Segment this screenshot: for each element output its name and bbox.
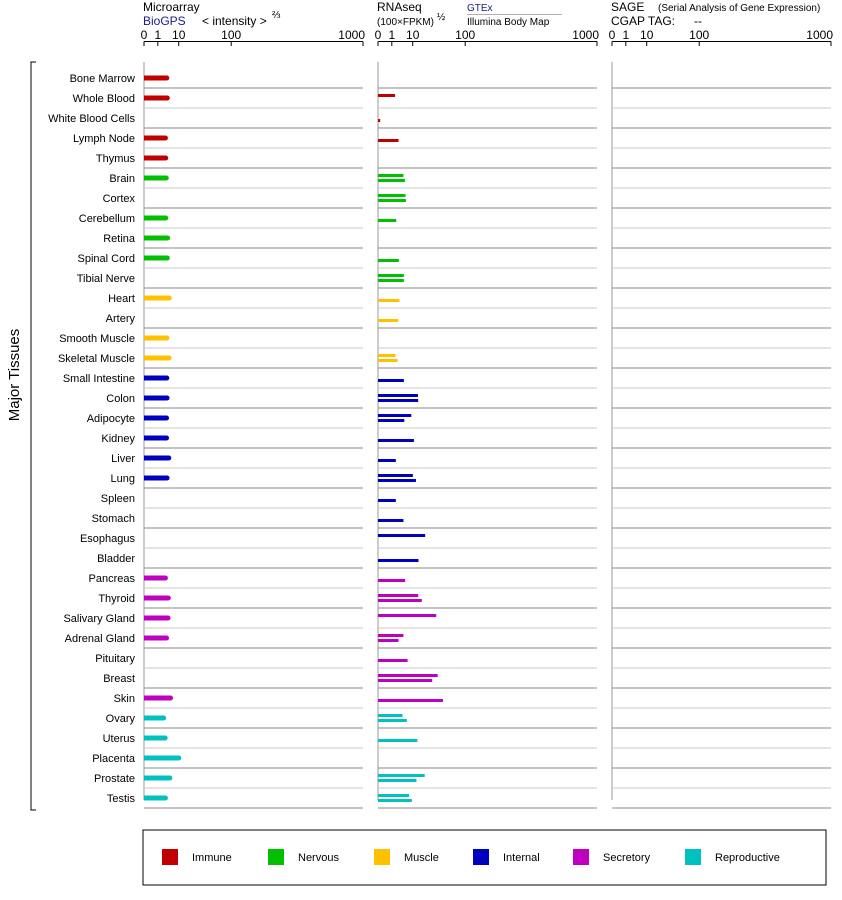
illumina-bar — [378, 699, 443, 702]
microarray-bar — [144, 716, 164, 721]
tissue-label: White Blood Cells — [48, 113, 135, 125]
illumina-bar — [378, 179, 405, 182]
microarray-bar-cap — [166, 596, 171, 601]
gtex-bar — [378, 774, 425, 777]
x-tick-label: 1 — [622, 28, 630, 42]
illumina-bar — [378, 739, 417, 742]
microarray-bar-cap — [164, 436, 169, 441]
x-tick-label: 0 — [608, 28, 616, 42]
gtex-bar — [378, 394, 418, 397]
illumina-bar — [378, 319, 398, 322]
x-tick-label: 1 — [154, 28, 162, 42]
microarray-bar — [144, 736, 165, 741]
legend-swatch — [685, 849, 701, 865]
microarray-bar-cap — [164, 336, 169, 341]
tissue-label: Whole Blood — [72, 93, 135, 105]
tissue-label: Colon — [106, 393, 135, 405]
gtex-bar — [378, 594, 418, 597]
x-tick-label: 1000 — [806, 28, 833, 42]
legend-label: Reproductive — [715, 852, 780, 864]
rnaseq-unit: (100×FPKM) — [377, 17, 434, 28]
illumina-bar — [378, 419, 404, 422]
microarray-bar-cap — [164, 176, 169, 181]
microarray-title: Microarray — [143, 0, 200, 14]
tissue-label: Bladder — [97, 553, 135, 565]
microarray-bar-cap — [166, 356, 171, 361]
microarray-bar — [144, 236, 168, 241]
legend-swatch — [162, 849, 178, 865]
tissue-label: Smooth Muscle — [59, 333, 135, 345]
y-axis-label: Major Tissues — [6, 328, 23, 422]
gtex-bar — [378, 274, 404, 277]
microarray-bar-cap — [163, 216, 168, 221]
tissue-label: Liver — [111, 453, 135, 465]
tissue-label: Artery — [105, 313, 135, 325]
illumina-bar — [378, 679, 432, 682]
microarray-bar-cap — [167, 776, 172, 781]
tissue-label: Cerebellum — [78, 213, 135, 225]
microarray-bar — [144, 296, 169, 301]
tissue-label: Tibial Nerve — [76, 273, 135, 285]
sage-header — [611, 0, 820, 28]
legend-label: Immune — [192, 852, 232, 864]
tissue-label: Spinal Cord — [77, 253, 135, 265]
illumina-bar — [378, 139, 399, 142]
x-axes — [141, 28, 834, 800]
microarray-header — [143, 0, 281, 28]
microarray-bar — [144, 376, 167, 381]
tissue-label: Adipocyte — [86, 413, 135, 425]
microarray-bar-cap — [164, 636, 169, 641]
microarray-bar — [144, 756, 179, 761]
microarray-bar — [144, 596, 168, 601]
illumina-bar — [378, 399, 418, 402]
illumina-bar — [378, 299, 399, 302]
illumina-bar — [378, 799, 412, 802]
microarray-bar-cap — [163, 736, 168, 741]
tissue-label: Thyroid — [98, 593, 135, 605]
gtex-bar — [378, 614, 436, 617]
x-tick-label: 10 — [640, 28, 654, 42]
bars — [144, 76, 443, 803]
tissue-label: Skin — [113, 693, 135, 705]
illumina-bar — [378, 279, 404, 282]
gtex-bar — [378, 174, 403, 177]
microarray-bar-cap — [164, 416, 169, 421]
illumina-bar — [378, 199, 406, 202]
legend-label: Nervous — [298, 852, 339, 864]
tissue-label: Kidney — [101, 433, 135, 445]
illumina-bar — [378, 479, 416, 482]
microarray-bar-cap — [163, 156, 168, 161]
legend-swatch — [374, 849, 390, 865]
y-axis-bracket — [31, 62, 36, 810]
tissue-label: Pituitary — [95, 653, 135, 665]
microarray-bar-cap — [165, 236, 170, 241]
illumina-bar — [378, 599, 422, 602]
gtex-bar — [378, 634, 403, 637]
gtex-bar — [378, 474, 413, 477]
illumina-bar — [378, 439, 414, 442]
illumina-bar — [378, 559, 418, 562]
legend-swatch — [573, 849, 589, 865]
tissue-label: Ovary — [105, 713, 135, 725]
gtex-bar — [378, 414, 411, 417]
gtex-bar — [378, 354, 395, 357]
x-tick-label: 10 — [172, 28, 186, 42]
gtex-bar — [378, 674, 438, 677]
tissue-label: Spleen — [100, 493, 135, 505]
x-tick-label: 100 — [689, 28, 710, 42]
microarray-bar — [144, 76, 167, 81]
microarray-bar — [144, 796, 165, 801]
microarray-bar-cap — [167, 296, 172, 301]
microarray-bar — [144, 696, 171, 701]
tissue-label: Breast — [103, 673, 135, 685]
gtex-bar — [378, 794, 409, 797]
microarray-bar-cap — [164, 376, 169, 381]
microarray-bar — [144, 336, 167, 341]
illumina-bar — [378, 639, 399, 642]
gtex-source: GTEx — [467, 3, 493, 14]
rnaseq-unit-exponent: ½ — [437, 12, 446, 23]
tissue-label: Stomach — [91, 513, 135, 525]
illumina-bar — [378, 579, 405, 582]
x-tick-label: 1000 — [572, 28, 599, 42]
microarray-bar-cap — [164, 76, 169, 81]
tissue-label: Adrenal Gland — [64, 633, 135, 645]
microarray-bar — [144, 436, 167, 441]
tissue-label: Placenta — [92, 753, 135, 765]
microarray-bar-cap — [161, 716, 166, 721]
x-tick-label: 100 — [221, 28, 242, 42]
microarray-bar — [144, 216, 166, 221]
illumina-bar — [378, 779, 416, 782]
tissue-label: Small Intestine — [62, 373, 135, 385]
illumina-bar — [378, 379, 404, 382]
tissue-label: Testis — [106, 793, 135, 805]
microarray-unit-exponent: ⅔ — [272, 10, 281, 21]
microarray-unit: < intensity > — [202, 14, 267, 28]
tissue-label: Salivary Gland — [63, 613, 135, 625]
tissue-label: Heart — [108, 293, 135, 305]
tissue-label: Retina — [103, 233, 135, 245]
microarray-bar-cap — [166, 456, 171, 461]
microarray-bar — [144, 616, 168, 621]
gtex-bar — [378, 194, 406, 197]
illumina-bar — [378, 519, 403, 522]
microarray-bar-cap — [168, 696, 173, 701]
legend-label: Muscle — [404, 852, 439, 864]
microarray-bar — [144, 416, 167, 421]
x-tick-label: 100 — [455, 28, 476, 42]
microarray-bar — [144, 156, 166, 161]
microarray-bar — [144, 356, 169, 361]
tissue-label: Lymph Node — [73, 133, 135, 145]
microarray-bar-cap — [165, 396, 170, 401]
microarray-bar-cap — [163, 576, 168, 581]
tissue-label: Prostate — [94, 773, 135, 785]
tissue-label: Pancreas — [88, 573, 135, 585]
microarray-bar — [144, 176, 166, 181]
tissue-label: Brain — [109, 173, 135, 185]
illumina-bar — [378, 359, 398, 362]
x-tick-label: 10 — [406, 28, 420, 42]
microarray-bar — [144, 256, 167, 261]
legend-label: Internal — [503, 852, 540, 864]
sage-title: SAGE — [611, 0, 645, 14]
row-gridlines — [144, 88, 831, 808]
microarray-bar — [144, 96, 167, 101]
illumina-bar — [378, 659, 408, 662]
illumina-source: Illumina Body Map — [467, 17, 550, 28]
microarray-bar-cap — [166, 616, 171, 621]
microarray-bar — [144, 636, 167, 641]
microarray-bar — [144, 396, 167, 401]
x-tick-label: 0 — [140, 28, 148, 42]
cgap-tag-value: -- — [694, 14, 702, 28]
sage-subtitle: (Serial Analysis of Gene Expression) — [658, 3, 821, 14]
cgap-tag-label: CGAP TAG: — [611, 14, 676, 28]
gtex-bar — [378, 94, 395, 97]
gtex-bar — [378, 534, 425, 537]
tissue-label: Thymus — [95, 153, 135, 165]
tissue-label: Lung — [110, 473, 135, 485]
tissue-labels — [48, 73, 136, 805]
microarray-bar — [144, 576, 165, 581]
rnaseq-title: RNAseq — [377, 0, 422, 14]
gtex-bar — [378, 714, 403, 717]
x-tick-label: 1000 — [338, 28, 365, 42]
microarray-bar — [144, 476, 167, 481]
microarray-bar — [144, 776, 170, 781]
illumina-bar — [378, 219, 396, 222]
illumina-bar — [378, 499, 396, 502]
tissue-label: Cortex — [102, 193, 135, 205]
legend-swatch — [473, 849, 489, 865]
illumina-bar — [378, 259, 399, 262]
microarray-bar-cap — [163, 136, 168, 141]
microarray-bar-cap — [163, 796, 168, 801]
legend-swatch — [268, 849, 284, 865]
tissue-label: Esophagus — [79, 533, 135, 545]
microarray-bar — [144, 136, 165, 141]
tissue-label: Bone Marrow — [69, 73, 135, 85]
rnaseq-header — [377, 0, 562, 28]
x-tick-label: 0 — [374, 28, 382, 42]
illumina-bar — [378, 459, 396, 462]
legend-label: Secretory — [603, 852, 651, 864]
tissue-label: Skeletal Muscle — [57, 353, 135, 365]
microarray-bar-cap — [176, 756, 181, 761]
microarray-bar-cap — [165, 256, 170, 261]
illumina-bar — [378, 119, 380, 122]
microarray-bar-cap — [165, 96, 170, 101]
microarray-source: BioGPS — [143, 14, 186, 28]
x-tick-label: 1 — [388, 28, 396, 42]
microarray-bar-cap — [165, 476, 170, 481]
y-axis-group — [6, 62, 36, 810]
microarray-bar — [144, 456, 169, 461]
illumina-bar — [378, 719, 407, 722]
tissue-label: Uterus — [102, 733, 135, 745]
